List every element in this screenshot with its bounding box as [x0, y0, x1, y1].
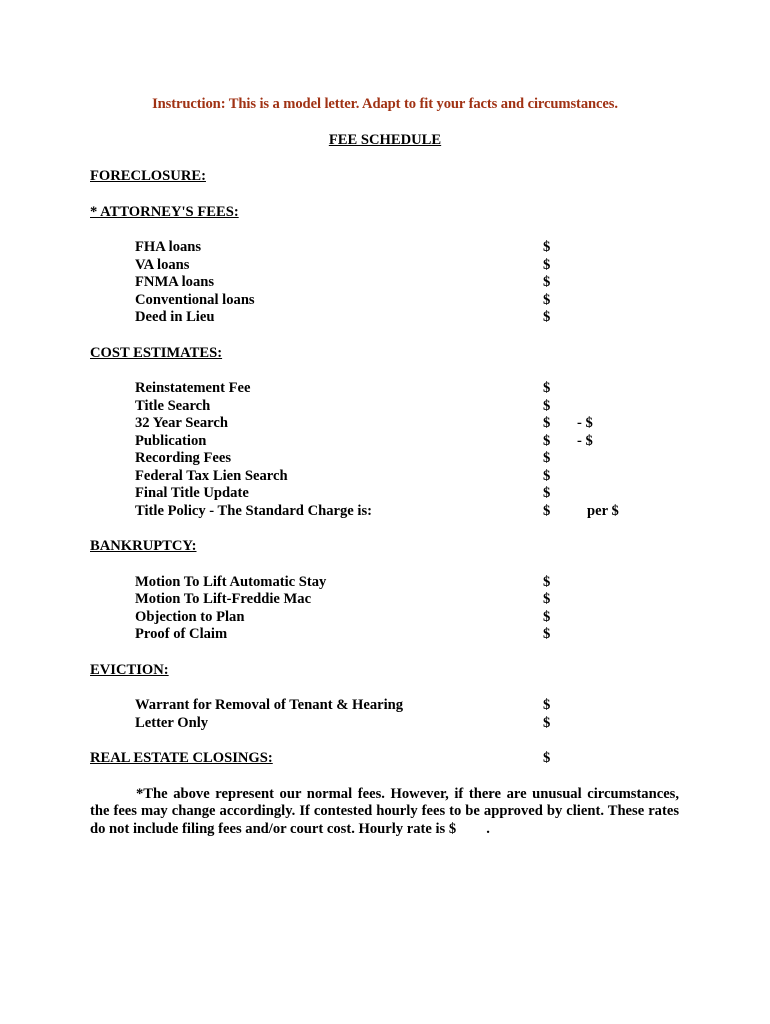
fee-range-extra: - $ — [577, 415, 593, 431]
fee-amount: $ — [543, 467, 551, 484]
spacer — [90, 679, 680, 697]
fee-row — [90, 292, 680, 310]
section-heading-label: COST ESTIMATES: — [90, 344, 223, 361]
section-heading-attorneys-fees — [90, 204, 680, 222]
fee-amount: $ — [543, 450, 551, 466]
fee-label: Final Title Update — [135, 485, 249, 501]
section-heading-label: REAL ESTATE CLOSINGS: — [90, 750, 273, 766]
fee-label: Title Search — [135, 397, 211, 414]
section-heading-label: FORECLOSURE: — [90, 168, 206, 184]
fee-row — [90, 380, 680, 398]
spacer — [90, 362, 680, 380]
fee-label: Reinstatement Fee — [135, 380, 251, 396]
document-content — [90, 95, 680, 838]
fee-label: Conventional loans — [135, 291, 255, 308]
fee-unit-extra: per $ — [587, 502, 619, 519]
fee-row — [90, 591, 680, 609]
spacer — [90, 556, 680, 574]
fee-row — [90, 468, 680, 486]
section-heading-real-estate-closings — [90, 750, 680, 768]
fee-label: 32 Year Search — [135, 415, 228, 431]
fee-label: Objection to Plan — [135, 608, 245, 625]
spacer — [90, 221, 680, 239]
page-title-text: FEE SCHEDULE — [328, 132, 442, 148]
fee-amount: $ — [543, 608, 551, 625]
fee-amount: $ — [543, 415, 551, 431]
fee-row — [90, 415, 680, 433]
section-heading-label: EVICTION: — [90, 661, 169, 678]
fee-amount: $ — [543, 697, 551, 713]
spacer — [90, 186, 680, 204]
footnote-text-part2: . — [486, 820, 490, 837]
spacer — [90, 327, 680, 345]
fee-row — [90, 309, 680, 327]
fee-amount: $ — [543, 591, 551, 607]
fee-amount: $ — [543, 256, 551, 273]
fee-row — [90, 433, 680, 451]
fee-amount: $ — [543, 485, 551, 501]
fee-list-bankruptcy — [90, 574, 680, 644]
fee-row — [90, 274, 680, 292]
section-heading-label: * ATTORNEY'S FEES: — [90, 203, 239, 220]
fee-amount: $ — [543, 309, 551, 325]
fee-label: FHA loans — [135, 239, 202, 255]
fee-label: Proof of Claim — [135, 626, 228, 642]
fee-amount: $ — [543, 626, 551, 642]
fee-list-eviction — [90, 697, 680, 732]
footnote-text-part1: *The above represent our normal fees. However, if there are unusual circumstances, the fees may change accordingly. If contested hourly fees to be approved by client. These rates do not include filing fees and/or court cost. Hourly rate is $ — [90, 785, 679, 837]
fee-label: Recording Fees — [135, 450, 232, 466]
fee-amount: $ — [543, 274, 551, 290]
fee-amount: $ — [543, 502, 551, 519]
fee-amount: $ — [543, 239, 551, 255]
section-heading-foreclosure — [90, 168, 680, 186]
spacer — [90, 732, 680, 750]
section-heading-eviction — [90, 662, 680, 680]
section-heading-bankruptcy — [90, 538, 680, 556]
fee-label: Title Policy - The Standard Charge is: — [135, 502, 373, 519]
fee-label: Warrant for Removal of Tenant & Hearing — [135, 697, 404, 713]
fee-label: Letter Only — [135, 714, 209, 731]
fee-row — [90, 257, 680, 275]
fee-amount: $ — [543, 432, 551, 449]
fee-label: VA loans — [135, 256, 190, 273]
fee-row — [90, 239, 680, 257]
fee-row — [90, 715, 680, 733]
fee-label: Deed in Lieu — [135, 309, 215, 325]
page-title — [90, 131, 680, 149]
spacer — [90, 520, 680, 538]
fee-row — [90, 503, 680, 521]
fee-amount: $ — [543, 714, 551, 731]
fee-row — [90, 574, 680, 592]
fee-row — [90, 485, 680, 503]
fee-amount: $ — [543, 573, 551, 590]
fee-row — [90, 398, 680, 416]
section-amount: $ — [543, 750, 551, 766]
instruction-banner: Instruction: This is a model letter. Adapt to fit your facts and circumstances. — [152, 96, 618, 112]
fee-row — [90, 450, 680, 468]
section-heading-label: BANKRUPTCY: — [90, 538, 197, 554]
fee-label: Motion To Lift Automatic Stay — [135, 573, 327, 590]
fee-amount: $ — [543, 397, 551, 414]
fee-label: FNMA loans — [135, 274, 215, 290]
footnote-paragraph — [90, 786, 679, 839]
fee-range-extra: - $ — [577, 432, 593, 449]
section-heading-cost-estimates — [90, 345, 680, 363]
spacer — [90, 768, 680, 786]
fee-label: Publication — [135, 432, 207, 449]
fee-label: Federal Tax Lien Search — [135, 467, 288, 484]
fee-amount: $ — [543, 291, 551, 308]
fee-amount: $ — [543, 380, 551, 396]
fee-list-cost-estimates — [90, 380, 680, 520]
fee-row — [90, 626, 680, 644]
fee-row — [90, 697, 680, 715]
fee-row — [90, 609, 680, 627]
fee-label: Motion To Lift-Freddie Mac — [135, 591, 312, 607]
fee-list-attorneys-fees — [90, 239, 680, 327]
spacer — [90, 644, 680, 662]
